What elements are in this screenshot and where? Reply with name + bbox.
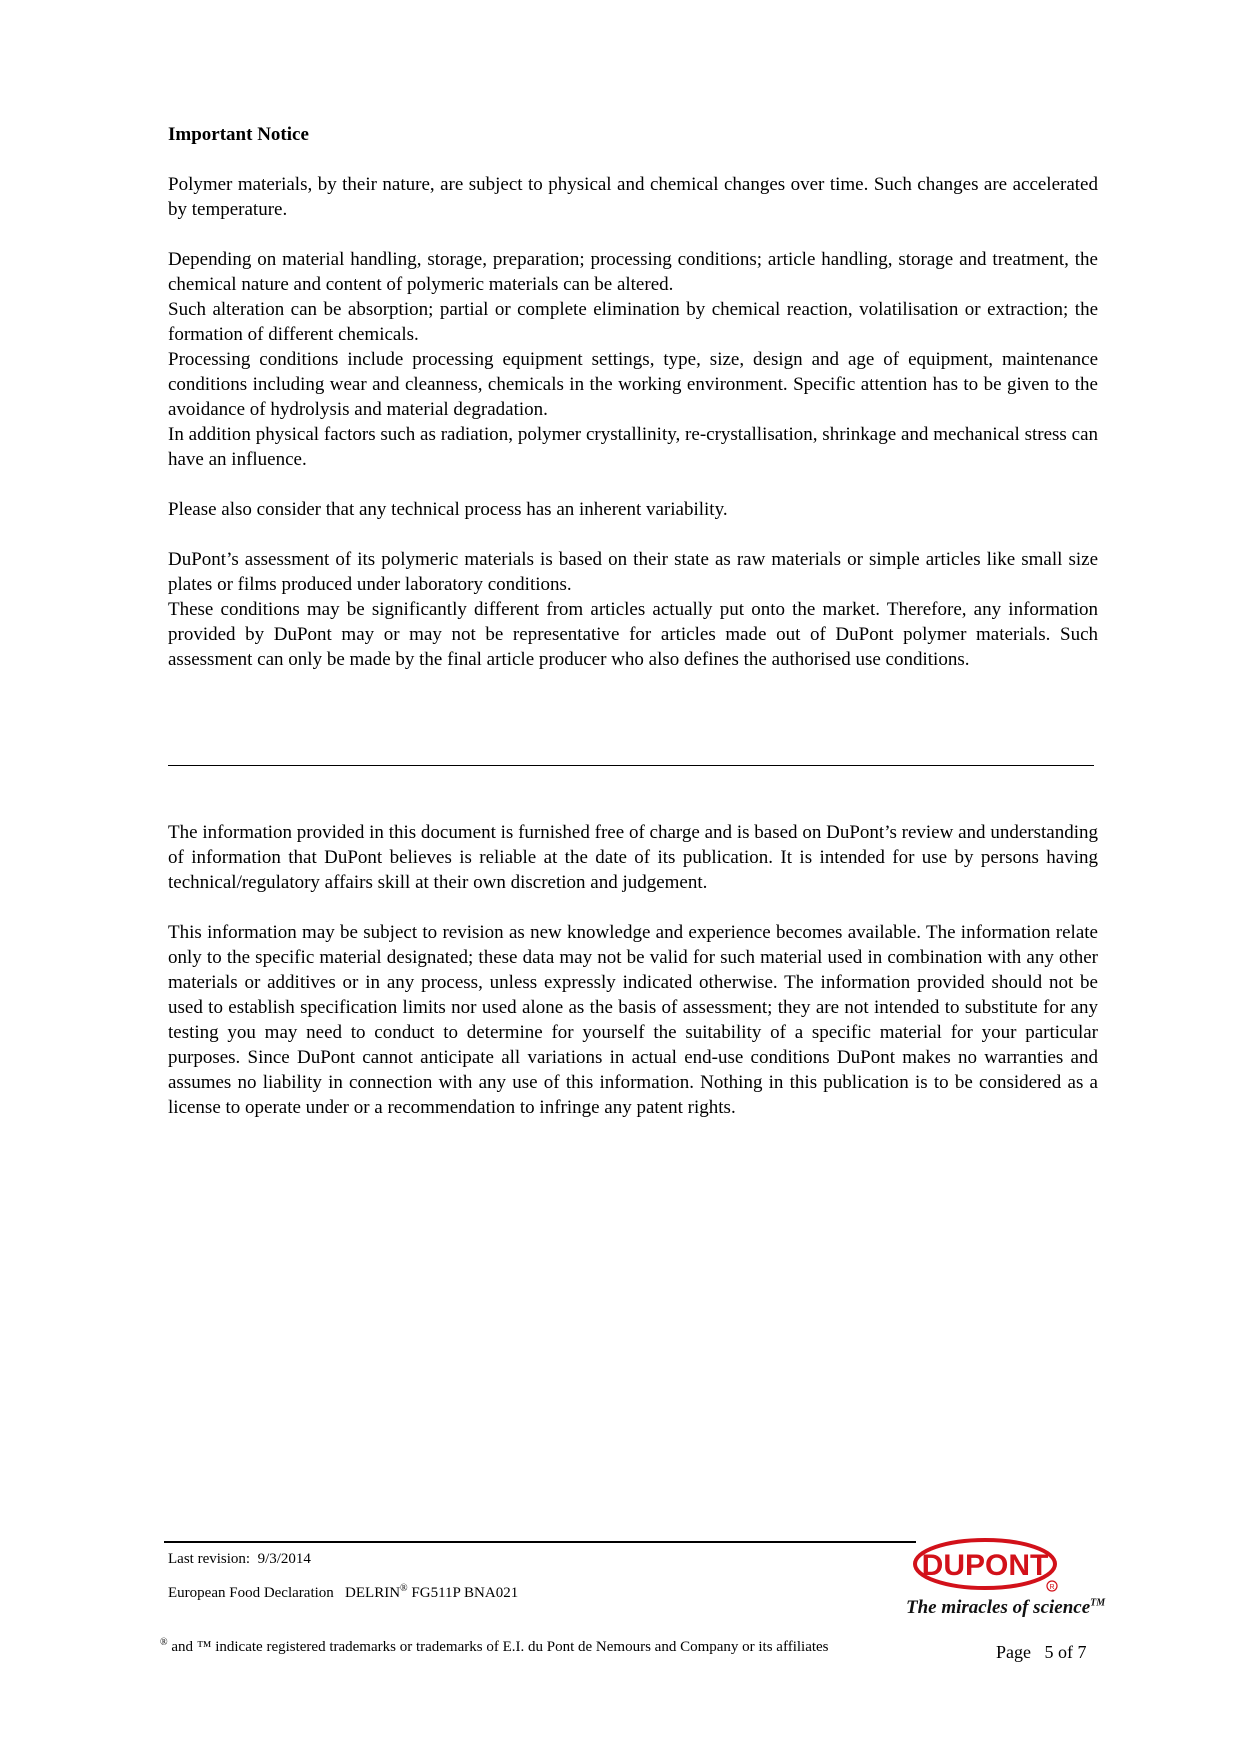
tagline	[906, 1597, 1105, 1619]
product-name: DELRIN	[345, 1585, 401, 1601]
page-total: of 7	[1058, 1642, 1087, 1662]
tagline-text: The miracles of science	[906, 1597, 1091, 1618]
disclaimer-paragraph: This information may be subject to revision as new knowledge and experience becomes available. The information relate only to the specific material designated; these data may not be valid for such material used in combination with any other materials or additives or in any process, unless expressly indicated otherwise. The information provided should not be used to establish specification limits nor used alone as the basis of assessment; they are not intended to substitute for any testing you may need to conduct to determine for yourself the suitability of a specific material for your particular purposes. Since DuPont cannot anticipate all variations in actual end-use conditions DuPont makes no warranties and assumes no liability in connection with any use of this information. Nothing in this publication is to be considered as a license to operate under or a recommendation to infringe any patent rights.	[168, 922, 1098, 1118]
page-number	[996, 1642, 1087, 1663]
revision-label: Last revision:	[168, 1551, 251, 1567]
svg-text:R: R	[1049, 1584, 1055, 1591]
trademark-text: and ™ indicate registered trademarks or trademarks of E.I. du Pont de Nemours and Company or its affiliates	[167, 1639, 829, 1655]
footer-divider	[164, 1541, 916, 1543]
notice-paragraph: DuPont’s assessment of its polymeric materials is based on their state as raw materials or simple articles like small size plates or films produced under laboratory conditions.	[168, 549, 1098, 595]
notice-paragraph: Depending on material handling, storage, preparation; processing conditions; article handling, storage and treatment, the chemical nature and content of polymeric materials can be altered.	[168, 249, 1098, 295]
disclaimer-section	[168, 820, 1098, 1120]
disclaimer-paragraph: The information provided in this document is furnished free of charge and is based on DuPont’s review and understanding of information that DuPont believes is reliable at the date of its publication. It is intended for use by persons having technical/regulatory affairs skill at their own discretion and judgement.	[168, 822, 1098, 893]
tagline-mark: TM	[1090, 1597, 1106, 1609]
notice-section	[168, 122, 1098, 672]
trademark-mark: ®	[160, 1637, 168, 1648]
page-label: Page	[996, 1642, 1031, 1662]
registered-mark: ®	[400, 1583, 408, 1594]
trademark-line	[160, 1638, 829, 1656]
notice-paragraph: Please also consider that any technical process has an inherent variability.	[168, 499, 728, 520]
dupont-logo-icon	[912, 1537, 1062, 1593]
product-code: FG511P BNA021	[411, 1585, 519, 1601]
notice-heading: Important Notice	[168, 124, 309, 145]
declaration-line	[168, 1584, 518, 1602]
declaration-prefix: European Food Declaration	[168, 1585, 334, 1601]
revision-date: 9/3/2014	[257, 1551, 311, 1567]
revision-line	[168, 1550, 311, 1568]
page-current: 5	[1044, 1642, 1054, 1662]
notice-paragraph: Such alteration can be absorption; partial or complete elimination by chemical reaction, volatilisation or extraction; the formation of different chemicals.	[168, 299, 1098, 345]
notice-paragraph: Processing conditions include processing equipment settings, type, size, design and age of equipment, maintenance conditions including wear and cleanness, chemicals in the working environment. Specific attention has to be given to the avoidance of hydrolysis and material degradation.	[168, 349, 1098, 420]
section-divider	[168, 765, 1094, 766]
notice-paragraph: These conditions may be significantly different from articles actually put onto the market. Therefore, any information provided by DuPont may or may not be representative for articles made out of DuPont polymer materials. Such assessment can only be made by the final article producer who also defines the authorised use conditions.	[168, 599, 1098, 670]
notice-paragraph: In addition physical factors such as radiation, polymer crystallinity, re-crystallisation, shrinkage and mechanical stress can have an influence.	[168, 424, 1098, 470]
notice-paragraph: Polymer materials, by their nature, are subject to physical and chemical changes over time. Such changes are accelerated by temperature.	[168, 174, 1098, 220]
logo-text: DUPONT	[921, 1549, 1049, 1582]
